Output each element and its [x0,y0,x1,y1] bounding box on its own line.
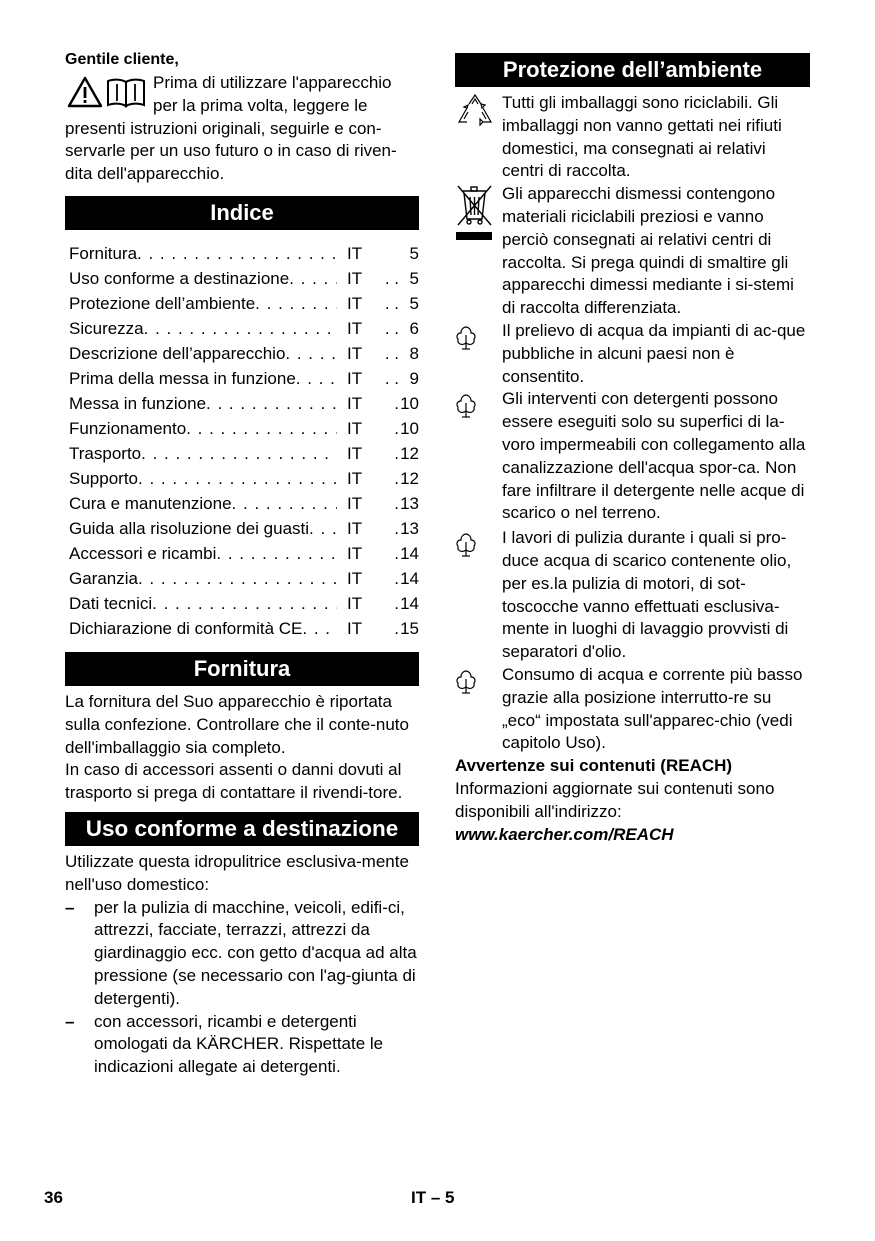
toc-entry-title-wrap [65,541,337,566]
toc-entry-title: Garanzia [69,568,138,588]
toc-entry-title-wrap [65,566,337,591]
toc-entry-page: 12 [400,443,419,463]
environment-tree-icon [455,325,477,351]
toc-entry-lang: IT [347,343,363,363]
toc-entry-title: Descrizione dell’apparecchio [69,343,286,363]
toc-entry-title-wrap [65,591,337,616]
recycle-icon [455,92,495,132]
uso-item-text: con accessori, ricambi e detergenti omologati da KÄRCHER. Rispettate le indicazioni allegate ai detergenti. [94,1011,384,1077]
page-number: 36 [44,1188,63,1207]
toc-leader-dots [144,316,337,341]
toc-entry-dots [377,241,399,266]
toc-leader-dots [186,416,337,441]
toc-entry-title: Protezione dell’ambiente [69,293,256,313]
toc-leader-dots [285,341,337,366]
table-of-contents [65,241,419,641]
intro-rest: presenti istruzioni originali, seguirle e con-servarle per un uso futuro o in caso di riven-dita dell'apparecchio. [65,118,397,184]
uso-item-text: per la pulizia di macchine, veicoli, edifi-ci, attrezzi, facciate, terrazzi, attrezzi da giardinaggio ecc. con getto d'acqua ad alta pressione (se necessario con l'ag-giunta di detergenti). [94,897,417,1008]
manual-book-icon [106,76,146,108]
toc-entry-title-wrap [65,241,337,266]
uso-heading: Uso conforme a destinazione [65,812,419,846]
index-heading: Indice [65,196,419,230]
toc-entry-dots: . . [384,293,399,313]
toc-entry[interactable] [65,516,419,541]
fornitura-paragraph-1: La fornitura del Suo apparecchio è riportata sulla confezione. Controllare che il conte-nuto dell'imballaggio sia completo. [65,691,409,757]
toc-entry-page: 13 [400,518,419,538]
toc-entry-dots: . . [384,343,399,363]
toc-entry[interactable] [65,266,419,291]
toc-entry-lang: IT [347,268,363,288]
toc-entry-dots: . . [384,268,399,288]
toc-entry-page: 12 [400,468,419,488]
toc-entry-page: 13 [400,493,419,513]
reach-text: Informazioni aggiornate sui contenuti sono disponibili all'indirizzo: [455,778,775,821]
toc-entry-page: 9 [409,368,419,388]
toc-entry-title: Dichiarazione di conformità CE [69,618,303,638]
ambiente-item-eco [455,664,810,755]
toc-entry-dots: . [394,593,399,613]
intro-block [65,72,419,186]
toc-entry-page: 5 [409,268,419,288]
toc-entry-page: 14 [400,593,419,613]
toc-leader-dots [309,516,337,541]
ambiente-heading: Protezione dell’ambiente [455,53,810,87]
toc-entry-title: Supporto [69,468,138,488]
ambiente-item-disposal [455,183,810,320]
toc-entry[interactable] [65,391,419,416]
toc-entry-dots: . [394,543,399,563]
toc-leader-dots [137,241,337,266]
uso-intro: Utilizzate questa idropulitrice esclusiva-mente nell'uso domestico: [65,851,409,894]
toc-entry-dots: . [394,443,399,463]
ambiente-item-text: Consumo di acqua e corrente più basso grazie alla posizione interrutto-re su „eco“ impostata sull'apparec-chio (vedi capitolo Uso). [502,664,803,753]
intro-icons [67,76,146,108]
ambiente-item-text: I lavori di pulizia durante i quali si pro-duce acqua di scarico contenente olio, per es.la pulizia di motori, di sot-toscocche vanno effettuati esclusiva-mente in luoghi di lavaggio provvisti di separatori d'olio. [502,528,792,662]
uso-body [65,851,419,1079]
toc-entry-page: 10 [400,418,419,438]
toc-entry[interactable] [65,616,419,641]
toc-entry-dots: . [394,418,399,438]
fornitura-paragraph-2: In caso di accessori assenti o danni dovuti al trasporto si prega di contattare il rivendi-tore. [65,760,403,803]
ambiente-item-text: Tutti gli imballaggi sono riciclabili. Gli imballaggi non vanno gettati nei rifiuti domestici, ma consegnati ai relativi centri di raccolta. [502,93,782,181]
toc-entry[interactable] [65,466,419,491]
toc-leader-dots [232,491,337,516]
toc-entry[interactable] [65,291,419,316]
toc-entry-lang: IT [347,568,363,588]
toc-leader-dots [138,566,337,591]
toc-entry-title-wrap [65,391,337,416]
ambiente-item-oil [455,527,810,664]
toc-leader-dots [206,391,337,416]
toc-entry-title-wrap [65,266,337,291]
toc-leader-dots [216,541,337,566]
toc-entry-title-wrap [65,291,337,316]
toc-entry-lang: IT [347,468,363,488]
crossed-bin-icon [455,183,495,245]
toc-entry-title: Sicurezza [69,318,144,338]
toc-entry-lang: IT [347,318,363,338]
toc-entry[interactable] [65,241,419,266]
toc-entry-title: Cura e manutenzione [69,493,232,513]
page-reference: IT – 5 [411,1188,455,1207]
environment-tree-icon [455,393,477,419]
toc-entry-title: Dati tecnici [69,593,153,613]
toc-leader-dots [289,266,337,291]
toc-leader-dots [302,616,337,641]
toc-entry-page: 6 [409,318,419,338]
toc-entry-page: 5 [409,293,419,313]
toc-entry-title: Prima della messa in funzione [69,368,296,388]
ambiente-item-text: Il prelievo di acqua da impianti di ac-que pubbliche in alcuni paesi non è consentito. [502,320,806,386]
toc-entry-title: Funzionamento [69,418,187,438]
intro-line-2: per la prima volta, leggere le [153,95,368,115]
toc-entry-title: Uso conforme a destinazione [69,268,290,288]
toc-entry-title-wrap [65,341,337,366]
reach-heading: Avvertenze sui contenuti (REACH) [455,756,733,776]
toc-entry-title-wrap [65,441,337,466]
toc-leader-dots [296,366,337,391]
ambiente-item-packaging [455,92,810,183]
toc-entry-page: 15 [400,618,419,638]
toc-entry-page: 14 [400,568,419,588]
toc-entry[interactable] [65,341,419,366]
toc-entry[interactable] [65,416,419,441]
reach-block [455,755,810,846]
toc-entry-dots: . [394,393,399,413]
toc-leader-dots [255,291,337,316]
toc-entry-dots: . [394,493,399,513]
toc-entry-lang: IT [347,618,363,638]
toc-entry-dots: . [394,468,399,488]
toc-entry-lang: IT [347,443,363,463]
greeting: Gentile cliente, [65,51,179,68]
toc-entry-lang: IT [347,493,363,513]
uso-item-1 [65,897,419,1011]
toc-entry-page: 8 [409,343,419,363]
toc-entry[interactable] [65,366,419,391]
ambiente-item-detergents [455,388,810,525]
toc-entry[interactable] [65,441,419,466]
toc-entry[interactable] [65,316,419,341]
toc-entry[interactable] [65,541,419,566]
toc-entry-dots: . [394,618,399,638]
toc-entry-lang: IT [347,518,363,538]
toc-entry[interactable] [65,591,419,616]
toc-entry-title-wrap [65,416,337,441]
toc-entry-lang: IT [347,593,363,613]
fornitura-heading: Fornitura [65,652,419,686]
ambiente-item-water [455,320,810,388]
toc-entry-title: Messa in funzione [69,393,207,413]
toc-entry-lang: IT [347,293,363,313]
ambiente-item-text: Gli apparecchi dismessi contengono materiali riciclabili preziosi e vanno perciò consegnati ai relativi centri di raccolta. Si prega quindi di smaltire gli apparecchi dimessi mediante i si-stemi di raccolta differenziata. [502,184,794,318]
toc-entry-page: 10 [400,393,419,413]
right-column [455,46,810,846]
ambiente-item-text: Gli interventi con detergenti possono essere eseguiti solo su superfici di la-voro impermeabili con collegamento alla canalizzazione dell'acqua spor-ca. Non fare infiltrare il detergente nelle acque di scarico o nel terreno. [502,389,806,523]
toc-entry-title: Fornitura [69,243,138,263]
toc-entry-title: Trasporto [69,443,142,463]
toc-entry-title-wrap [65,316,337,341]
reach-link[interactable]: www.kaercher.com/REACH [455,824,674,844]
ambiente-list [455,92,810,755]
intro-line-1: Prima di utilizzare l'apparecchio [153,73,392,92]
toc-entry-page: 14 [400,543,419,563]
toc-entry-title-wrap [65,616,337,641]
toc-entry[interactable] [65,566,419,591]
dash-bullet: – [65,1011,75,1031]
toc-entry-dots: . [394,568,399,588]
toc-leader-dots [138,466,337,491]
toc-entry-title-wrap [65,466,337,491]
toc-entry-title-wrap [65,516,337,541]
toc-entry-lang: IT [347,368,363,388]
toc-entry-lang: IT [347,543,363,563]
dash-bullet: – [65,897,75,917]
toc-entry-title-wrap [65,366,337,391]
toc-entry-lang: IT [347,393,363,413]
toc-leader-dots [152,591,337,616]
left-column [65,46,419,1079]
warning-icon [67,76,103,108]
toc-entry-dots: . . [384,318,399,338]
toc-entry[interactable] [65,491,419,516]
toc-entry-lang: IT [347,243,363,263]
toc-leader-dots [141,441,337,466]
toc-entry-page: 5 [409,243,419,263]
toc-entry-title: Guida alla risoluzione dei guasti [69,518,310,538]
toc-entry-title-wrap [65,491,337,516]
toc-entry-dots: . . [384,368,399,388]
toc-entry-dots: . [394,518,399,538]
environment-tree-icon [455,532,477,558]
toc-entry-lang: IT [347,418,363,438]
environment-tree-icon [455,669,477,695]
toc-entry-title: Accessori e ricambi [69,543,217,563]
uso-item-2 [65,1011,419,1079]
fornitura-body [65,691,419,805]
